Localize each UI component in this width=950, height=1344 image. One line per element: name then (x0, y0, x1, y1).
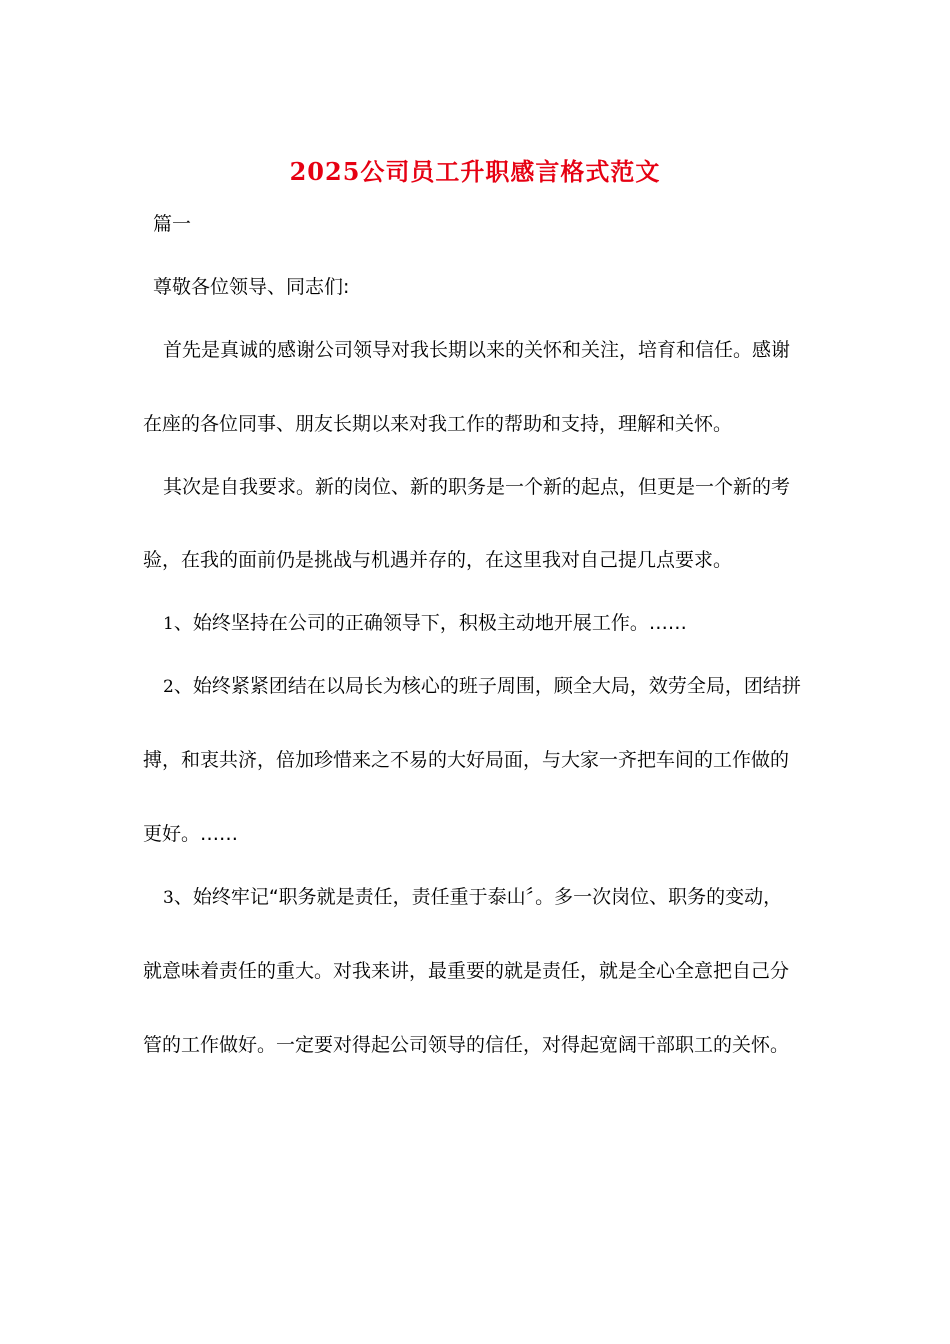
paragraph-1-line-2: 在座的各位同事、朋友长期以来对我工作的帮助和支持，理解和关怀。 (143, 413, 733, 435)
salutation: 尊敬各位领导、同志们: (153, 276, 350, 298)
list-item-1-number: 1 (163, 614, 174, 634)
list-item-1-text: 、始终坚持在公司的正确领导下，积极主动地开展工作。…… (173, 612, 687, 634)
list-item-2-text-line-3: 更好。…… (143, 823, 239, 845)
paragraph-1-line-1: 首先是真诚的感谢公司领导对我长期以来的关怀和关注，培育和信任。感谢 (163, 339, 791, 361)
document-title: 2025公司员工升职感言格式范文 (289, 157, 661, 186)
list-item-3-text-line-2: 就意味着责任的重大。对我来讲，最重要的就是责任，就是全心全意把自己分 (143, 960, 790, 982)
list-item-2-text-line-2: 搏，和衷共济，倍加珍惜来之不易的大好局面，与大家一齐把车间的工作做的 (143, 749, 790, 771)
list-item-3 (163, 885, 782, 910)
list-item-2 (163, 674, 801, 699)
list-item-2-text-line-1: 、始终紧紧团结在以局长为核心的班子周围，顾全大局，效劳全局，团结拼 (173, 675, 801, 697)
list-item-3-text-line-1: 、始终牢记“职务就是责任，责任重于泰山〞。多一次岗位、职务的变动， (173, 886, 783, 908)
list-item-3-number: 3 (163, 888, 174, 908)
list-item-1 (163, 611, 687, 636)
list-item-2-number: 2 (163, 677, 174, 697)
paragraph-2-line-1: 其次是自我要求。新的岗位、新的职务是一个新的起点，但更是一个新的考 (163, 476, 791, 498)
section-label: 篇一 (153, 213, 192, 235)
paragraph-2-line-2: 验，在我的面前仍是挑战与机遇并存的，在这里我对自己提几点要求。 (143, 549, 733, 571)
list-item-3-text-line-3: 管的工作做好。一定要对得起公司领导的信任，对得起宽阔干部职工的关怀。 (143, 1034, 790, 1056)
